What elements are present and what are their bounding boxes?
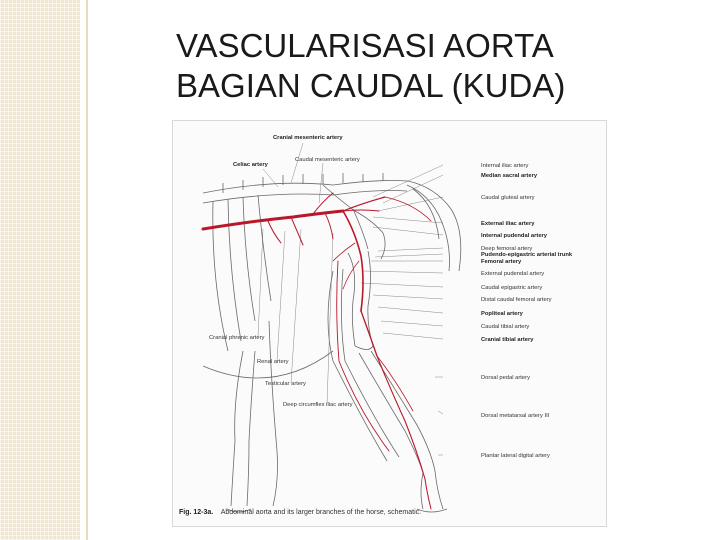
label-external-iliac-artery: External iliac artery <box>481 221 535 227</box>
label-dorsal-pedal-artery: Dorsal pedal artery <box>481 375 530 381</box>
label-caudal-gluteal-artery: Caudal gluteal artery <box>481 195 535 201</box>
artery-paths <box>203 193 431 509</box>
label-median-sacral-artery: Median sacral artery <box>481 173 538 179</box>
label-cranial-phrenic-artery: Cranial phrenic artery <box>209 335 265 341</box>
slide-title-line-1: VASCULARISASI AORTA <box>176 27 554 64</box>
figure-caption-number: Fig. 12-3a. <box>179 509 214 516</box>
label-internal-pudendal-artery: Internal pudendal artery <box>481 233 548 239</box>
label-femoral-artery: Femoral artery <box>481 259 522 265</box>
slide-title-line-2: BAGIAN CAUDAL (KUDA) <box>176 67 566 104</box>
anatomy-figure <box>172 120 607 527</box>
label-celiac-artery: Celiac artery <box>233 162 268 168</box>
label-testicular-artery: Testicular artery <box>265 381 306 387</box>
slide-title <box>176 26 696 106</box>
label-dorsal-metatarsal-artery-iii: Dorsal metatarsal artery III <box>481 413 550 419</box>
label-internal-iliac-artery: Internal iliac artery <box>481 163 529 169</box>
decorative-side-strip <box>0 0 80 540</box>
label-plantar-lateral-digital-artery: Plantar lateral digital artery <box>481 453 550 459</box>
label-popliteal-artery: Popliteal artery <box>481 311 523 317</box>
label-renal-artery: Renal artery <box>257 359 289 365</box>
label-deep-femoral-artery: Deep femoral artery <box>481 246 533 252</box>
label-cranial-mesenteric-artery: Cranial mesenteric artery <box>273 135 343 141</box>
figure-caption-text: Abdominal aorta and its larger branches of the horse, schematic. <box>220 509 422 516</box>
label-cranial-tibial-artery: Cranial tibial artery <box>481 337 534 343</box>
label-caudal-tibial-artery: Caudal tibial artery <box>481 324 530 330</box>
label-caudal-epigastric-artery: Caudal epigastric artery <box>481 285 543 291</box>
label-external-pudendal-artery: External pudendal artery <box>481 271 545 277</box>
figure-caption <box>179 501 421 518</box>
label-caudal-mesenteric-artery: Caudal mesenteric artery <box>295 157 360 163</box>
leader-lines <box>258 143 443 455</box>
decorative-side-line <box>86 0 88 540</box>
label-pudendo-epigastric-trunk: Pudendo-epigastric arterial trunk <box>481 252 573 258</box>
label-deep-circumflex-iliac-artery: Deep circumflex iliac artery <box>283 402 353 408</box>
label-distal-caudal-femoral-artery: Distal caudal femoral artery <box>481 297 552 303</box>
horse-aorta-diagram <box>173 121 606 526</box>
